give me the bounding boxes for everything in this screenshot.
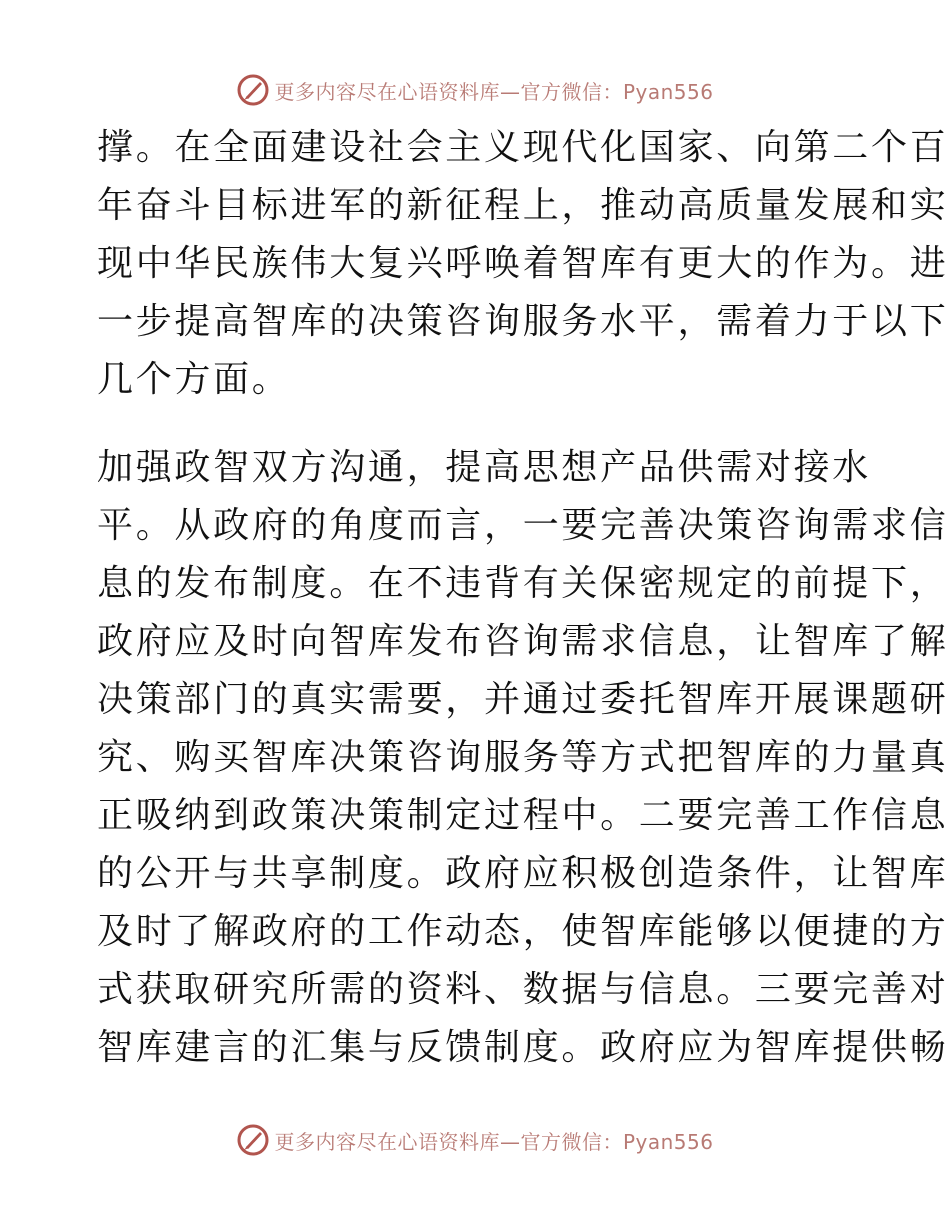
text-line: 几个方面。 — [97, 359, 291, 400]
text-line: 一步提高智库的决策咨询服务水平，需着力于以下 — [97, 301, 949, 342]
text-line: 式获取研究所需的资料、数据与信息。三要完善对 — [97, 969, 949, 1010]
paragraph-gap — [97, 409, 857, 439]
text-line: 息的发布制度。在不违背有关保密规定的前提下， — [97, 563, 949, 604]
paragraph-1 — [97, 119, 949, 409]
quill-logo-icon — [236, 73, 270, 107]
header-banner — [0, 70, 950, 110]
text-line: 的公开与共享制度。政府应积极创造条件，让智库 — [97, 853, 949, 894]
header-banner-text: 更多内容尽在心语资料库—官方微信：Pyan556 — [274, 79, 714, 104]
quill-logo-icon — [236, 1123, 270, 1157]
text-line: 政府应及时向智库发布咨询需求信息，让智库了解 — [97, 621, 949, 662]
text-line: 加强政智双方沟通，提高思想产品供需对接水 — [97, 447, 872, 488]
footer-banner-text: 更多内容尽在心语资料库—官方微信：Pyan556 — [274, 1129, 714, 1154]
text-line: 撑。在全面建设社会主义现代化国家、向第二个百 — [97, 127, 949, 168]
document-body — [97, 119, 949, 1077]
text-line: 究、购买智库决策咨询服务等方式把智库的力量真 — [97, 737, 949, 778]
text-line: 现中华民族伟大复兴呼唤着智库有更大的作为。进 — [97, 243, 949, 284]
text-line: 智库建言的汇集与反馈制度。政府应为智库提供畅 — [97, 1027, 949, 1068]
text-line: 决策部门的真实需要，并通过委托智库开展课题研 — [97, 679, 949, 720]
footer-banner — [0, 1120, 950, 1160]
text-line: 及时了解政府的工作动态，使智库能够以便捷的方 — [97, 911, 949, 952]
text-line: 年奋斗目标进军的新征程上，推动高质量发展和实 — [97, 185, 949, 226]
text-line: 正吸纳到政策决策制定过程中。二要完善工作信息 — [97, 795, 949, 836]
paragraph-2 — [97, 439, 949, 1077]
text-line: 平。从政府的角度而言，一要完善决策咨询需求信 — [97, 505, 949, 546]
